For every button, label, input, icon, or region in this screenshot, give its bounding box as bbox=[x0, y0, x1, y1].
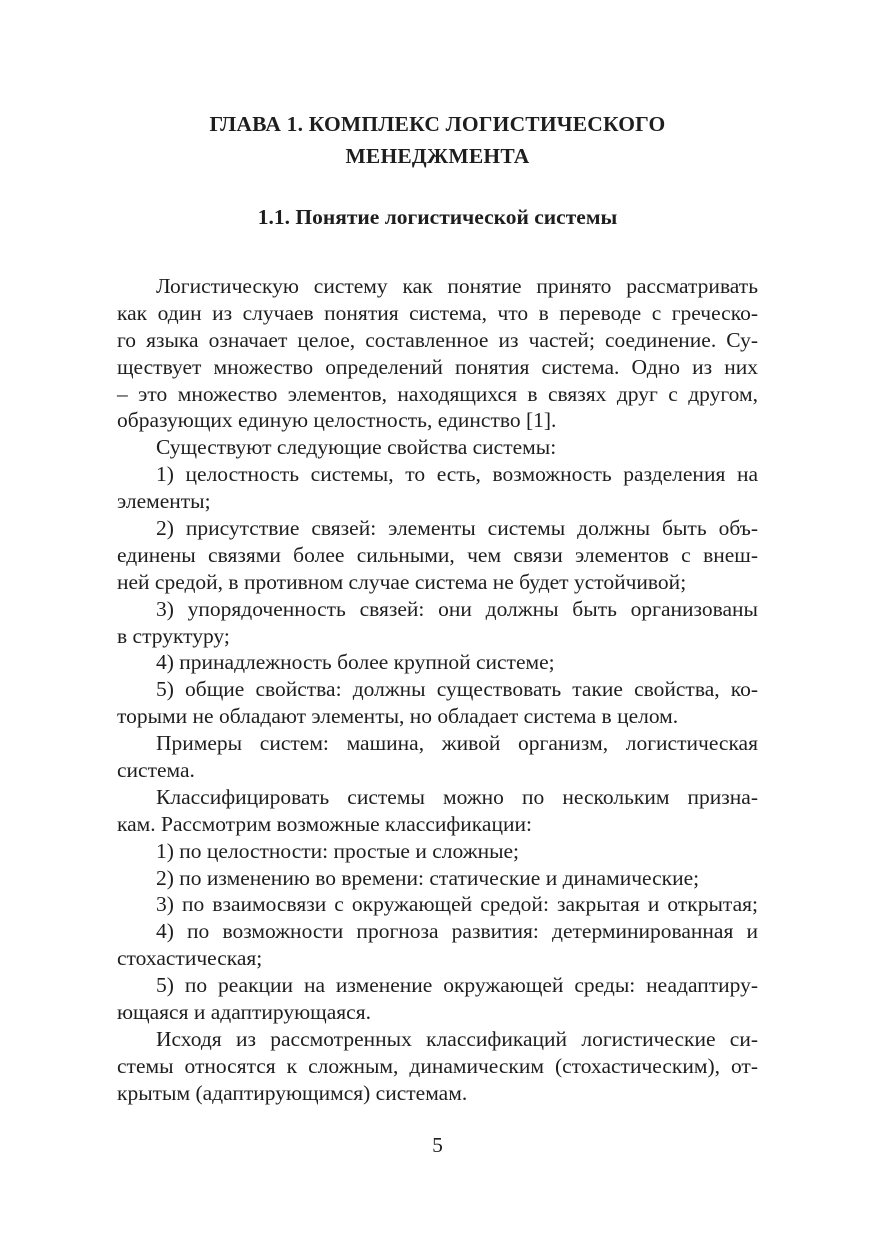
text-line: 4) по возможности прогноза развития: детерминированная и bbox=[156, 919, 758, 944]
text-line: Существуют следующие свойства системы: bbox=[156, 435, 557, 460]
text-line: 4) принадлежность более крупной системе; bbox=[156, 650, 555, 675]
chapter-title-line: ГЛАВА 1. КОМПЛЕКС ЛОГИСТИЧЕСКОГО bbox=[209, 112, 666, 136]
text-line: Примеры систем: машина, живой организм, логистическая bbox=[156, 731, 758, 756]
text-line: система. bbox=[117, 758, 195, 783]
text-line: ществует множество определений понятия система. Одно из них bbox=[117, 354, 758, 379]
chapter-title-line: МЕНЕДЖМЕНТА bbox=[345, 144, 530, 168]
text-line: ющаяся и адаптирующаяся. bbox=[117, 1000, 371, 1025]
text-line: 2) по изменению во времени: статические и динамические; bbox=[156, 865, 700, 890]
text-line: кам. Рассмотрим возможные классификации: bbox=[117, 811, 532, 836]
text-line: единены связями более сильными, чем связи элементов с внеш- bbox=[117, 542, 758, 567]
text-line: в структуру; bbox=[117, 623, 230, 648]
page-content bbox=[117, 108, 758, 1107]
text-line: 1) по целостности: простые и сложные; bbox=[156, 838, 520, 863]
text-line: элементы; bbox=[117, 489, 211, 514]
text-line: образующих единую целостность, единство [1]. bbox=[117, 408, 557, 433]
text-line: 3) по взаимосвязи с окружающей средой: закрытая и открытая; bbox=[156, 892, 758, 917]
text-line: 2) присутствие связей: элементы системы должны быть объ- bbox=[156, 516, 758, 541]
page-number: 5 bbox=[432, 1133, 443, 1157]
body-text bbox=[117, 273, 758, 1107]
text-line: 3) упорядоченность связей: они должны быть организованы bbox=[156, 596, 758, 621]
text-line: 5) по реакции на изменение окружающей среды: неадаптиру- bbox=[156, 973, 758, 998]
text-line: 5) общие свойства: должны существовать такие свойства, ко- bbox=[156, 677, 758, 702]
text-line: го языка означает целое, составленное из частей; соединение. Су- bbox=[117, 327, 758, 352]
chapter-title bbox=[117, 108, 758, 172]
text-line: ней средой, в противном случае система не будет устойчивой; bbox=[117, 569, 687, 594]
text-line: торыми не обладают элементы, но обладает система в целом. bbox=[117, 704, 679, 729]
section-title: 1.1. Понятие логистической системы bbox=[257, 205, 618, 229]
text-line: Классифицировать системы можно по нескольким призна- bbox=[156, 784, 758, 809]
text-line: как один из случаев понятия система, что в переводе с греческо- bbox=[117, 300, 758, 325]
text-line: стемы относятся к сложным, динамическим (стохастическим), от- bbox=[117, 1053, 758, 1078]
text-line: Исходя из рассмотренных классификаций логистические си- bbox=[156, 1026, 758, 1051]
text-line: крытым (адаптирующимся) системам. bbox=[117, 1080, 468, 1105]
text-line: – это множество элементов, находящихся в связях друг с другом, bbox=[117, 381, 758, 406]
text-line: Логистическую систему как понятие принято рассматривать bbox=[156, 274, 758, 298]
text-line: стохастическая; bbox=[117, 946, 263, 971]
text-line: 1) целостность системы, то есть, возможность разделения на bbox=[156, 462, 758, 487]
